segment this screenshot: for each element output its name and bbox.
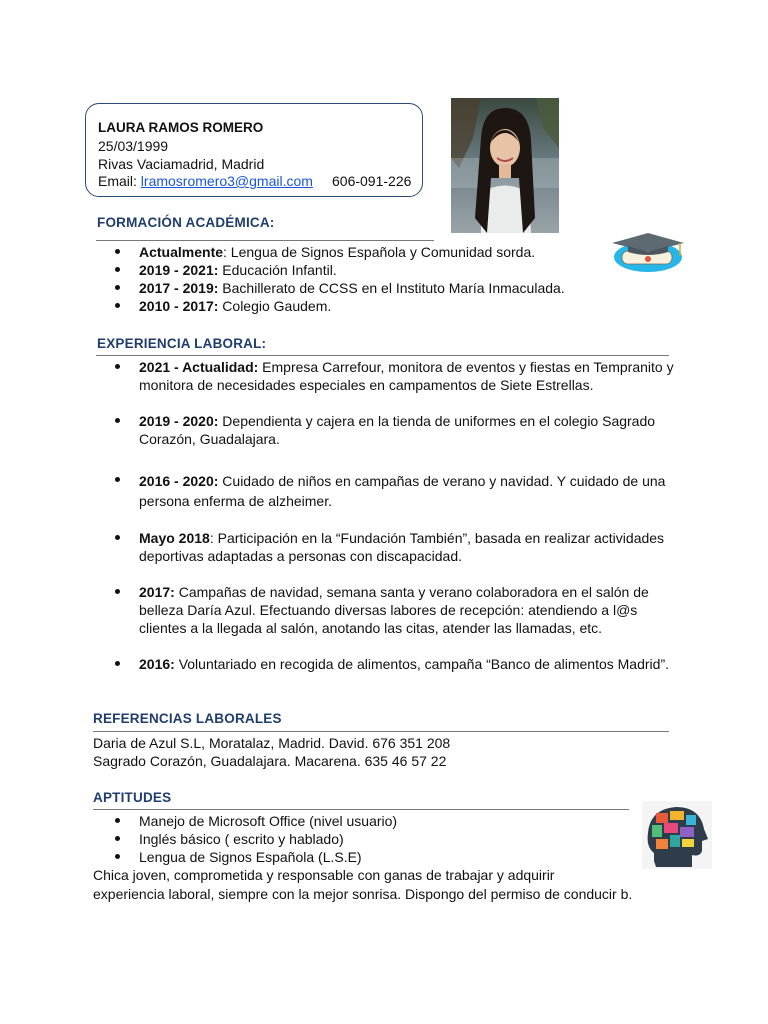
portrait-image [451, 98, 559, 233]
contact-box [85, 103, 423, 197]
list-item: 2019 - 2021: Educación Infantil. [115, 261, 675, 279]
brain-head-icon [642, 801, 712, 869]
section-title-aptitudes: APTITUDES [93, 790, 172, 805]
section-title-formacion: FORMACIÓN ACADÉMICA: [97, 215, 275, 230]
summary-line: experiencia laboral, siempre con la mejor sonrisa. Dispongo del permiso de conducir b. [93, 886, 633, 902]
divider [96, 240, 434, 241]
full-name: LAURA RAMOS ROMERO [98, 120, 264, 135]
divider [96, 355, 669, 356]
list-item: 2016 - 2020: Cuidado de niños en campañas de verano y navidad. Y cuidado de una persona enferma de alzheimer. [115, 471, 675, 511]
city: Rivas Vaciamadrid, Madrid [98, 156, 265, 172]
list-item: 2019 - 2020: Dependienta y cajera en la tienda de uniformes en el colegio Sagrado Corazón, Guadalajara. [115, 412, 675, 448]
list-item: 2021 - Actualidad: Empresa Carrefour, monitora de eventos y fiestas en Tempranito y monitora de necesidades especiales en campamentos de Siete Estrellas. [115, 358, 675, 394]
email-link[interactable]: lramosromero3@gmail.com [140, 173, 313, 189]
list-item: Inglés básico ( escrito y hablado) [115, 830, 615, 848]
divider [93, 731, 669, 732]
section-title-experiencia: EXPERIENCIA LABORAL: [97, 336, 267, 351]
aptitudes-list [115, 812, 615, 866]
section-title-referencias: REFERENCIAS LABORALES [93, 711, 282, 726]
email-label: Email: [98, 173, 141, 189]
summary-line: Chica joven, comprometida y responsable con ganas de trabajar y adquirir [93, 867, 555, 883]
list-item: Lengua de Signos Española (L.S.E) [115, 848, 615, 866]
list-item: 2010 - 2017: Colegio Gaudem. [115, 297, 675, 315]
experiencia-list [115, 358, 675, 673]
divider [93, 809, 629, 810]
email-line [98, 172, 313, 190]
birthdate: 25/03/1999 [98, 138, 169, 154]
reference-line: Daria de Azul S.L, Moratalaz, Madrid. David. 676 351 208 [93, 735, 451, 751]
profile-photo [451, 98, 559, 233]
formacion-list [115, 243, 675, 315]
phone: 606-091-226 [332, 173, 412, 189]
reference-line: Sagrado Corazón, Guadalajara. Macarena. 635 46 57 22 [93, 753, 447, 769]
list-item: 2017 - 2019: Bachillerato de CCSS en el Instituto María Inmaculada. [115, 279, 675, 297]
list-item: 2016: Voluntariado en recogida de alimentos, campaña “Banco de alimentos Madrid”. [115, 655, 675, 673]
list-item: Mayo 2018: Participación en la “Fundación También”, basada en realizar actividades deportivas adaptadas a personas con discapacidad. [115, 529, 675, 565]
list-item: Actualmente: Lengua de Signos Española y Comunidad sorda. [115, 243, 675, 261]
list-item: Manejo de Microsoft Office (nivel usuario) [115, 812, 615, 830]
list-item: 2017: Campañas de navidad, semana santa y verano colaboradora en el salón de belleza Daría Azul. Efectuando diversas labores de recepción: atendiendo a l@s clientes a la llegada al salón, anotando las citas, atender las llamadas, etc. [115, 583, 675, 637]
